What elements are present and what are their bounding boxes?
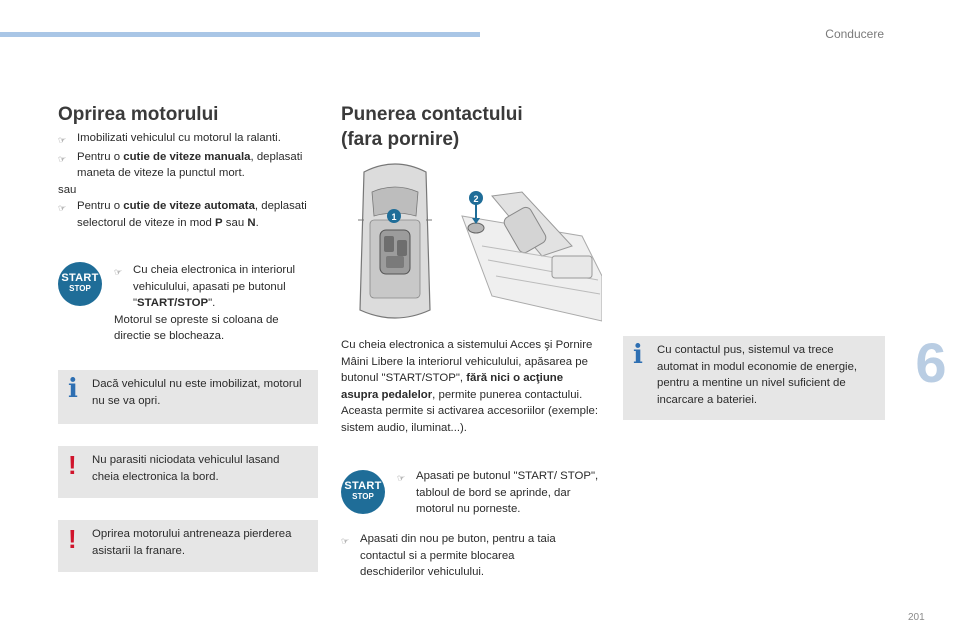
- list-item: ☞ Cu cheia electronica in interiorul vehiculului, apasati pe butonul "START/STOP".: [114, 262, 314, 312]
- start-stop-button-icon: START STOP: [341, 470, 385, 514]
- warning-box: ! Nu parasiti niciodata vehiculul lasand cheia electronica la bord.: [58, 446, 318, 498]
- start-stop-button-icon: START STOP: [58, 262, 102, 306]
- header-accent-bar: [0, 32, 480, 37]
- chapter-number: 6: [915, 331, 947, 394]
- page-number: 201: [908, 612, 925, 623]
- right-title: Punerea contactului (fara pornire): [341, 104, 523, 150]
- car-key-illustration: [350, 160, 440, 324]
- console-illustration: [452, 186, 602, 326]
- pointing-hand-icon: ☞: [58, 153, 67, 164]
- section-title: Conducere: [825, 27, 884, 41]
- left-title: Oprirea motorului: [58, 104, 219, 125]
- left-start-instructions: [114, 262, 314, 345]
- right-paragraph: Cu cheia electronica a sistemului Acces şi Pornire Mâini Libere la interiorul vehiculului, apăsarea pe butonul "START/STOP", fără nici o acţiune asupra pedalelor, permite punerea contactului. Aceasta permite si activarea accesoriilor (exemple: sistem audio, iluminat...).: [341, 339, 599, 434]
- list-item: ☞ Imobilizati vehiculul cu motorul la ralanti.: [58, 130, 320, 149]
- list-item: ☞ Apasati pe butonul "START/ STOP", tabloul de bord se aprinde, dar motorul nu porneste.: [397, 468, 605, 518]
- right-steps: [397, 468, 605, 518]
- right-steps-2: [341, 531, 571, 581]
- info-icon: i: [633, 340, 643, 370]
- list-item: ☞ Pentru o cutie de viteze manuala, deplasati maneta de viteze la punctul mort.: [58, 149, 320, 182]
- callout-1: 1: [391, 212, 397, 222]
- list-item: ☞ Apasati din nou pe buton, pentru a taia contactul si a permite blocarea deschiderilor vehiculului.: [341, 531, 571, 581]
- exclamation-icon: !: [68, 450, 77, 480]
- list-item: ☞ Pentru o cutie de viteze automata, deplasati selectorul de viteze in mod P sau N.: [58, 198, 320, 231]
- info-icon: i: [68, 374, 78, 404]
- exclamation-icon: !: [68, 524, 77, 554]
- warning-box: ! Oprirea motorului antreneaza pierderea asistarii la franare.: [58, 520, 318, 572]
- or-text: sau: [58, 183, 77, 196]
- left-steps: [58, 130, 320, 231]
- result-text: Motorul se opreste si coloana de directie se blocheaza.: [114, 313, 279, 342]
- info-box: i Dacă vehiculul nu este imobilizat, motorul nu se va opri.: [58, 370, 318, 424]
- pointing-hand-icon: ☞: [114, 267, 123, 277]
- pointing-hand-icon: ☞: [58, 135, 67, 145]
- callout-2: 2: [473, 194, 479, 204]
- info-box: i Cu contactul pus, sistemul va trece automat in modul economie de energie, pentru a mentine un nivel suficient de incarcare a bateriei.: [623, 336, 885, 420]
- pointing-hand-icon: ☞: [341, 536, 350, 546]
- pointing-hand-icon: ☞: [58, 203, 67, 213]
- pointing-hand-icon: ☞: [397, 473, 406, 483]
